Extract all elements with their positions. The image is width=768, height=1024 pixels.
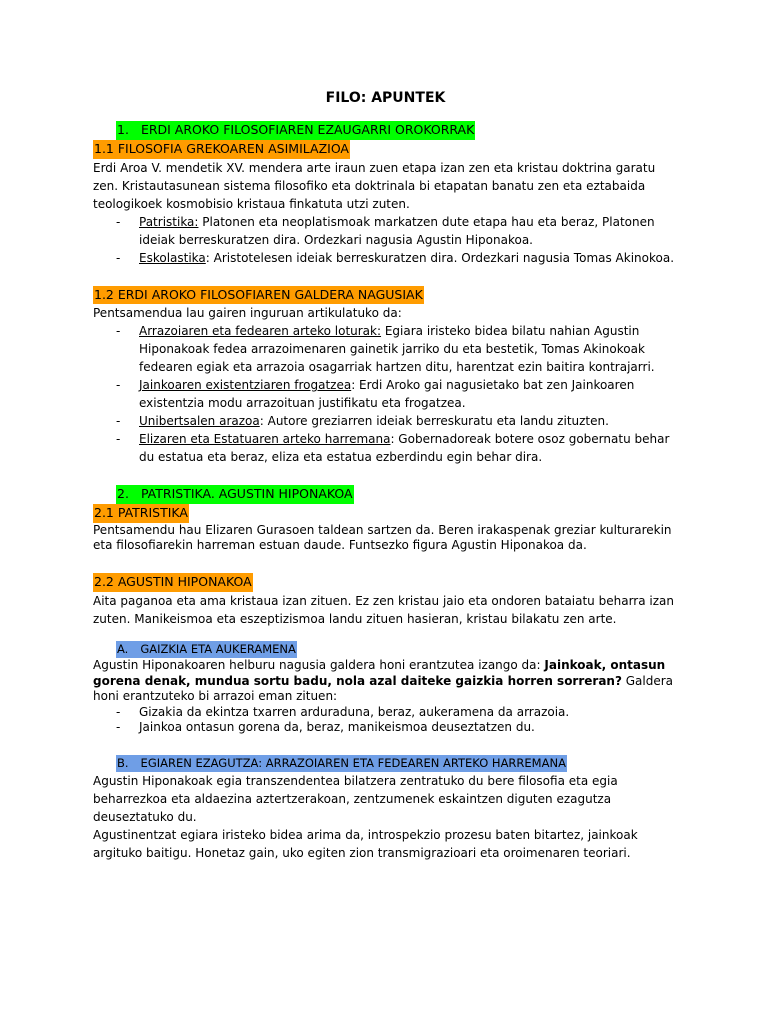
section-1-title: ERDI AROKO FILOSOFIAREN EZAUGARRI OROKORRAK — [140, 122, 475, 137]
list-item-text: Egiara iristeko bidea bilatu nahian Agustin Hiponakoak fedea arrazoimenaren gainetik jarriko du eta bestetik, Tomas Akinokoak fedearen egiak eta arrazoia osagarriak hartzen ditu, harentzat ezin baitira kontrajarri. — [139, 324, 655, 375]
subsection-1-1-list — [93, 213, 678, 267]
list-item-text: Platonen eta neoplatismoak markatzen dute etapa hau eta beraz, Platonen ideiak berreskuratzen dira. Ordezkari nagusia Agustin Hiponakoa. — [139, 214, 655, 247]
subsection-b-number: B. — [117, 755, 129, 770]
subsection-b-heading — [93, 755, 678, 772]
subsection-1-2-paragraph: Pentsamendua lau gairen inguruan artikulatuko da: — [93, 306, 402, 321]
paragraph-text: Galdera honi erantzuteko bi arrazoi eman zituen: — [93, 673, 674, 704]
subsection-a-title: GAIZKIA ETA AUKERAMENA — [140, 641, 296, 656]
subsection-2-2-title: 2.2 AGUSTIN HIPONAKOA — [93, 573, 253, 592]
subsection-a-paragraph — [93, 658, 678, 705]
list-item-term: Elizaren eta Estatuaren arteko harremana — [139, 432, 391, 447]
list-item — [116, 430, 678, 466]
subsection-1-1-title: 1.1 FILOSOFIA GREKOAREN ASIMILAZIOA — [93, 140, 350, 159]
subsection-a-list — [93, 705, 678, 736]
list-item: - Gizakia da ekintza txarren arduraduna, beraz, aukeramena da arrazoia. — [116, 705, 678, 721]
subsection-a-heading — [93, 641, 678, 658]
subsection-2-1-heading — [93, 504, 678, 523]
section-2-heading — [93, 485, 678, 504]
list-item — [116, 249, 678, 267]
list-item-term: Patristika: — [139, 214, 199, 229]
list-item — [116, 376, 678, 412]
list-item — [116, 322, 678, 376]
subsection-b-highlight — [116, 755, 567, 772]
list-item-term: Jainkoaren existentziaren frogatzea — [139, 378, 352, 393]
subsection-b-paragraph-1: Agustin Hiponakoak egia transzendentea bilatzera zentratuko du bere filosofia eta egia beharrezkoa eta aldaezina aztertzerakoan, zentzumenek eskaintzen diguten ezagutza deuseztatuko du. — [93, 774, 618, 825]
subsection-1-2-heading — [93, 286, 678, 305]
subsection-1-1-heading — [93, 140, 678, 159]
list-item-text: : Aristotelesen ideiak berreskuratzen dira. Ordezkari nagusia Tomas Akinokoa. — [205, 250, 675, 265]
subsection-1-2-title: 1.2 ERDI AROKO FILOSOFIAREN GALDERA NAGUSIAK — [93, 286, 424, 305]
list-item — [116, 213, 678, 249]
list-item-term: Arrazoiaren eta fedearen arteko loturak: — [139, 324, 382, 339]
list-item: - Jainkoa ontasun gorena da, beraz, manikeismoa deuseztatzen du. — [116, 720, 678, 736]
list-item-term: Unibertsalen arazoa — [139, 414, 260, 429]
list-item — [116, 412, 678, 430]
section-1-highlight — [116, 121, 475, 140]
list-item-text: : Gobernadoreak botere osoz gobernatu behar du estatua eta beraz, eliza eta estatua ezberdindu egin behar dira. — [139, 432, 670, 465]
list-item-text: : Erdi Aroko gai nagusietako bat zen Jainkoaren existentzia modu arrazoituan justifikatu eta frogatzea. — [139, 378, 635, 411]
paragraph-text: Agustin Hiponakoaren helburu nagusia galdera honi erantzutea izango da: — [93, 657, 545, 672]
list-item-term: Eskolastika — [139, 250, 206, 265]
subsection-a-number: A. — [117, 641, 129, 656]
section-2-highlight — [116, 485, 354, 504]
subsection-a-highlight — [116, 641, 297, 658]
section-2-title: PATRISTIKA. AGUSTIN HIPONAKOA — [140, 486, 353, 502]
subsection-1-2-list — [93, 322, 678, 466]
list-item-text: : Autore greziarren ideiak berreskuratu eta landu zituzten. — [259, 414, 609, 429]
subsection-b-title: EGIAREN EZAGUTZA: ARRAZOIAREN ETA FEDEAREN ARTEKO HARREMANA — [140, 755, 566, 770]
page-title: FILO: APUNTEK — [325, 90, 446, 106]
paragraph-bold-question: Jainkoak, ontasun gorena denak, mundua sortu badu, nola azal daiteke gaizkia horren sorreran? — [93, 657, 666, 688]
subsection-1-1-paragraph: Erdi Aroa V. mendetik XV. mendera arte iraun zuen etapa izan zen eta kristau doktrina garatu zen. Kristautasunean sistema filosofiko eta doktrinala bi etapatan banatu zen eta eztabaida teologikoek kosmobisio kristaua finkatuta utzi zuten. — [93, 160, 656, 211]
subsection-2-2-heading — [93, 573, 678, 592]
section-1-heading — [93, 121, 678, 140]
section-2-number: 2. — [117, 486, 129, 502]
subsection-2-2-paragraph: Aita paganoa eta ama kristaua izan zituen. Ez zen kristau jaio eta ondoren bataiatu beharra izan zuten. Manikeismoa eta eszeptizismoa landu zituen hasieran, kristau bilakatu zen arte. — [93, 593, 674, 626]
subsection-b-paragraph-2: Agustinentzat egiara iristeko bidea arima da, introspekzio prozesu baten bitartez, jainkoak argituko baitigu. Honetaz gain, uko egiten zion transmigrazioari eta oroimenaren teoriari. — [93, 828, 638, 861]
section-1-number: 1. — [117, 122, 129, 137]
subsection-2-1-paragraph: Pentsamendu hau Elizaren Gurasoen taldean sartzen da. Beren irakaspenak greziar kulturarekin eta filosofiarekin harreman estuan daude. Funtsezko figura Agustin Hiponakoa da. — [93, 522, 672, 553]
subsection-2-1-title: 2.1 PATRISTIKA — [93, 504, 189, 523]
